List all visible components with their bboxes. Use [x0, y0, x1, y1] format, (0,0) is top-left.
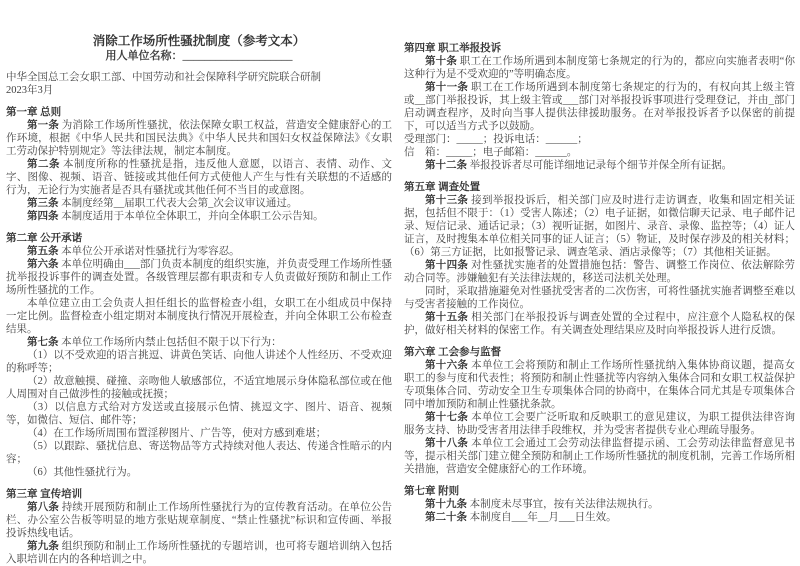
- article-number: 第十七条: [425, 412, 469, 423]
- paragraph: 第十八条 本单位工会通过工会劳动法律监督提示函、工会劳动法律监督意见书等，提示相关部门建立健全预防和制止工作场所性骚扰的制度机制，完善工作场所相关措施，营造安全健康舒心的工作环境。: [404, 438, 796, 475]
- paragraph: （2）故意触摸、碰撞、亲吻他人敏感部位，不适宜地展示身体隐私部位或在他人周围对自己做涉性的接触或抚摸；: [6, 376, 392, 400]
- date-line: 2023年3月: [6, 85, 54, 96]
- article-number: 第八条: [27, 502, 59, 513]
- document-title: 消除工作场所性骚扰制度（参考文本）: [92, 34, 306, 48]
- chapter-heading: 第六章 工会参与监督: [404, 347, 502, 358]
- paragraph: 第七条 本单位工作场所内禁止包括但不限于以下行为：: [27, 337, 282, 348]
- article-number: 第十六条: [425, 360, 469, 371]
- paragraph: （6）其他性骚扰行为。: [27, 467, 138, 478]
- spacer: [404, 337, 795, 346]
- chapter-heading: 第七章 附则: [404, 486, 460, 497]
- chapter-heading: 第五章 调查处置: [404, 182, 481, 193]
- paragraph: 第二十条 本制度自___年__月___日生效。: [425, 512, 617, 523]
- spacer: [6, 97, 392, 106]
- paragraph: （4）在工作场所周围布置淫秽图片、广告等，使对方感到难堪；: [27, 428, 327, 439]
- paragraph: （1）以不受欢迎的语言挑逗、讲黄色笑话、向他人讲述个人性经历、不受欢迎的称呼等；: [6, 350, 392, 374]
- left-column: [6, 34, 392, 566]
- employer-name-line: 用人单位名称：____________________: [105, 50, 293, 62]
- paragraph: 第十三条 接到举报投诉后，相关部门应及时进行走访调查，收集和固定相关证据，包括但不限于：（1）受害人陈述；（2）电子证据，如微信聊天记录、电子邮件记录、短信记录、通话记录；（3）视听证据，如图片、录音、录像、监控等；（4）证人证言，及时搜集本单位相关同事的证人证言；（5）物证，及时保存涉及的相关材料；（6）第三方证据，比如报警记录、调查笔录、酒店录像等；（7）其他相关证据。: [404, 195, 796, 258]
- spacer: [6, 223, 392, 232]
- paragraph: 第十五条 相关部门在举报投诉与调查处置的全过程中，应注意个人隐私权的保护，做好相关材料的保密工作。有关调查处理结果应及时向举报投诉人进行反馈。: [404, 312, 796, 336]
- paragraph: 本单位建立由工会负责人担任组长的监督检查小组，女职工在小组成员中保持一定比例。监督检查小组定期对本制度执行情况开展检查，并向全体职工公布检查结果。: [6, 298, 392, 335]
- article-number: 第二条: [27, 159, 60, 170]
- article-number: 第十八条: [425, 438, 469, 449]
- paragraph: 第一条 为消除工作场所性骚扰，依法保障女职工权益，营造安全健康舒心的工作环境，根据《中华人民共和国民法典》《中华人民共和国妇女权益保障法》《女职工劳动保护特别规定》等法律法规，制定本制度。: [6, 120, 393, 157]
- paragraph: 第五条 本单位公开承诺对性骚扰行为零容忍。: [27, 246, 240, 257]
- article-number: 第十二条: [425, 160, 467, 171]
- article-number: 第四条: [27, 211, 59, 222]
- paragraph: （5）以跟踪、骚扰信息、寄送物品等方式持续对他人表达、传递含性暗示的内容；: [6, 441, 392, 465]
- article-number: 第十五条: [425, 312, 469, 323]
- paragraph: 第十条 职工在工作场所遇到本制度第七条规定的行为的，都应向实施者表明“你这种行为是不受欢迎的”等明确态度。: [404, 56, 795, 80]
- spacer: [6, 479, 392, 488]
- article-number: 第六条: [27, 259, 59, 270]
- article-number: 第一条: [27, 120, 59, 131]
- paragraph: 第十一条 职工在工作场所遇到本制度第七条规定的行为的，有权向其上级主管或__部门举报投诉，其上级主管或___部门对举报投诉事项进行受理登记，并由_部门启动调查程序，及时向当事人提供法律援助服务。在对举报投诉者予以保密的前提下，可以适当方式予以鼓励。: [404, 82, 796, 132]
- chapter-heading: 第三章 宣传培训: [6, 489, 83, 500]
- paragraph: 第二条 本制度所称的性骚扰是指，违反他人意愿，以语言、表情、动作、文字、图像、视频、语音、链接或其他任何方式使他人产生与性有关联想的不适感的行为，无论行为实施者是否具有骚扰或其他任何不当目的或意图。: [6, 159, 393, 196]
- paragraph: 受理部门：_____；投诉电话：______；: [404, 134, 588, 145]
- article-number: 第七条: [27, 337, 59, 348]
- paragraph: 第十四条 对性骚扰实施者的处置措施包括：警告、调整工作岗位、依法解除劳动合同等。涉嫌触犯有关法律法规的，移送司法机关处理。: [404, 260, 796, 284]
- right-column: [404, 42, 795, 524]
- article-number: 第十一条: [425, 82, 469, 93]
- paragraph: 第十七条 本单位工会要广泛听取和反映职工的意见建议，为职工提供法律咨询服务支持、协助受害者用法律手段维权，并为受害者提供专业心理疏导服务。: [404, 412, 796, 436]
- spacer: [404, 476, 795, 485]
- article-number: 第十条: [425, 56, 457, 67]
- article-number: 第五条: [27, 246, 59, 257]
- paragraph: 第十九条 本制度未尽事宜，按有关法律法规执行。: [425, 499, 659, 510]
- article-number: 第二十条: [425, 512, 467, 523]
- paragraph: 第三条 本制度经第__届职工代表大会第_次会议审议通过。: [27, 198, 298, 209]
- right-column-body: [404, 42, 795, 524]
- chapter-heading: 第一章 总则: [6, 107, 62, 118]
- paragraph: 第四条 本制度适用于本单位全体职工，并向全体职工公示告知。: [27, 211, 324, 222]
- article-number: 第三条: [27, 198, 59, 209]
- paragraph: 第九条 组织预防和制止工作场所性骚扰的专题培训，也可将专题培训纳入包括入职培训在内的各种培训之中。: [6, 541, 393, 565]
- article-number: 第十九条: [425, 499, 467, 510]
- paragraph: 第六条 本单位明确由___部门负责本制度的组织实施，并负责受理工作场所性骚扰举报投诉事件的调查处置。各级管理层都有职责和专人负责做好预防和制止工作场所性骚扰的工作。: [6, 259, 393, 296]
- spacer: [404, 172, 795, 181]
- article-number: 第十四条: [425, 260, 469, 271]
- left-column-body: [6, 106, 392, 566]
- paragraph: 第八条 持续开展预防和制止工作场所性骚扰行为的宣传教育活动。在单位公告栏、办公室公告板等明显的地方张贴规章制度、“禁止性骚扰”标识和宣传画、举报投诉热线电话。: [6, 502, 393, 539]
- article-number: 第十三条: [425, 195, 469, 206]
- article-number: 第九条: [27, 541, 59, 552]
- paragraph: 同时，采取措施避免对性骚扰受害者的二次伤害，可将性骚扰实施者调整至难以与受害者接触的工作岗位。: [404, 286, 795, 310]
- chapter-heading: 第二章 公开承诺: [6, 233, 83, 244]
- paragraph: 信 箱：_____；电子邮箱：______。: [404, 147, 578, 158]
- paragraph: 第十二条 举报投诉者尽可能详细地记录每个细节并保全所有证据。: [425, 160, 733, 171]
- paragraph: （3）以信息方式给对方发送或直接展示色情、挑逗文字、图片、语音、视频等，如微信、短信、邮件等；: [6, 402, 392, 426]
- chapter-heading: 第四章 职工举报投诉: [404, 43, 502, 54]
- paragraph: 第十六条 本单位工会将预防和制止工作场所性骚扰纳入集体协商议题，提高女职工的参与度和代表性；将预防和制止性骚扰等内容纳入集体合同和女职工权益保护专项集体合同、劳动安全卫生专项集体合同的协商中，在集体合同尤其是专项集体合同中增加预防和制止性骚扰条款。: [404, 360, 796, 410]
- authors-line: 中华全国总工会女职工部、中国劳动和社会保障科学研究院联合研制: [6, 72, 321, 83]
